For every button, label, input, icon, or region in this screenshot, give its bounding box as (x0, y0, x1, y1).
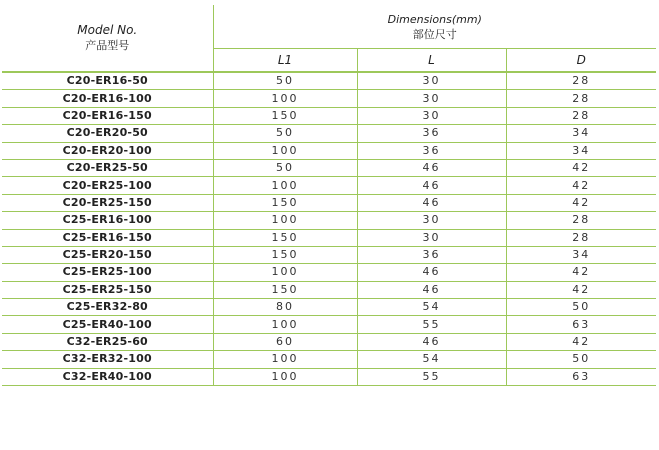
model-cell: C20-ER25-150 (2, 194, 213, 211)
l-cell: 54 (357, 351, 506, 368)
table-row (2, 264, 656, 281)
model-cell: C32-ER32-100 (2, 351, 213, 368)
table-row (2, 299, 656, 316)
l1-cell: 150 (213, 246, 357, 263)
table-row (2, 125, 656, 142)
model-cell: C25-ER16-100 (2, 212, 213, 229)
d-cell: 63 (506, 316, 656, 333)
l1-cell: 100 (213, 177, 357, 194)
table-row (2, 177, 656, 194)
header-row-top (2, 5, 656, 49)
dimensions-header-en: Dimensions(mm) (387, 12, 482, 26)
d-cell: 42 (506, 194, 656, 211)
dimensions-header-cn: 部位尺寸 (412, 27, 457, 41)
model-cell: C20-ER20-100 (2, 142, 213, 159)
l1-cell: 150 (213, 194, 357, 211)
l-cell: 46 (357, 281, 506, 298)
l-column-header: L (357, 49, 506, 73)
model-cell: C20-ER16-150 (2, 107, 213, 124)
table-row (2, 90, 656, 107)
l1-cell: 100 (213, 90, 357, 107)
l-cell: 46 (357, 177, 506, 194)
model-cell: C20-ER20-50 (2, 125, 213, 142)
d-cell: 50 (506, 299, 656, 316)
d-cell: 28 (506, 107, 656, 124)
table-body (2, 72, 656, 386)
table-row (2, 316, 656, 333)
model-cell: C20-ER25-50 (2, 159, 213, 176)
d-cell: 42 (506, 281, 656, 298)
d-cell: 28 (506, 90, 656, 107)
model-cell: C25-ER25-100 (2, 264, 213, 281)
l1-cell: 60 (213, 333, 357, 350)
l-cell: 30 (357, 72, 506, 90)
model-cell: C32-ER40-100 (2, 368, 213, 385)
l1-cell: 150 (213, 281, 357, 298)
l-cell: 46 (357, 333, 506, 350)
l1-cell: 50 (213, 159, 357, 176)
l1-cell: 100 (213, 142, 357, 159)
model-header-cn: 产品型号 (85, 39, 130, 52)
table-row (2, 72, 656, 90)
l1-cell: 150 (213, 229, 357, 246)
table-row (2, 229, 656, 246)
model-cell: C20-ER16-100 (2, 90, 213, 107)
l-cell: 30 (357, 229, 506, 246)
model-cell: C25-ER16-150 (2, 229, 213, 246)
d-cell: 28 (506, 212, 656, 229)
l-cell: 55 (357, 368, 506, 385)
d-cell: 63 (506, 368, 656, 385)
d-cell: 34 (506, 246, 656, 263)
l1-cell: 80 (213, 299, 357, 316)
table-header (2, 5, 656, 72)
table-row (2, 368, 656, 385)
l-cell: 36 (357, 246, 506, 263)
l1-column-header: L1 (213, 49, 357, 73)
dimensions-group-header (213, 5, 656, 49)
table-row (2, 194, 656, 211)
table-row (2, 159, 656, 176)
model-header-en: Model No. (77, 23, 138, 37)
l1-cell: 100 (213, 368, 357, 385)
table-row (2, 333, 656, 350)
l1-cell: 100 (213, 316, 357, 333)
l-cell: 30 (357, 212, 506, 229)
model-cell: C25-ER20-150 (2, 246, 213, 263)
l1-cell: 100 (213, 264, 357, 281)
d-cell: 28 (506, 72, 656, 90)
l-cell: 36 (357, 142, 506, 159)
l1-cell: 100 (213, 212, 357, 229)
table-row (2, 142, 656, 159)
l1-cell: 50 (213, 125, 357, 142)
model-cell: C25-ER32-80 (2, 299, 213, 316)
d-cell: 28 (506, 229, 656, 246)
l-cell: 54 (357, 299, 506, 316)
d-cell: 42 (506, 159, 656, 176)
l1-cell: 150 (213, 107, 357, 124)
l1-cell: 100 (213, 351, 357, 368)
table-row (2, 351, 656, 368)
l-cell: 46 (357, 194, 506, 211)
d-cell: 50 (506, 351, 656, 368)
table-row (2, 107, 656, 124)
l-cell: 30 (357, 107, 506, 124)
d-column-header: D (506, 49, 656, 73)
l-cell: 46 (357, 159, 506, 176)
model-column-header (2, 5, 213, 72)
table-row (2, 212, 656, 229)
model-cell: C20-ER16-50 (2, 72, 213, 90)
d-cell: 42 (506, 177, 656, 194)
table-row (2, 281, 656, 298)
l-cell: 55 (357, 316, 506, 333)
model-cell: C25-ER40-100 (2, 316, 213, 333)
model-cell: C20-ER25-100 (2, 177, 213, 194)
l-cell: 46 (357, 264, 506, 281)
l-cell: 36 (357, 125, 506, 142)
l1-cell: 50 (213, 72, 357, 90)
dimensions-table (2, 5, 656, 386)
table-row (2, 246, 656, 263)
d-cell: 42 (506, 264, 656, 281)
model-cell: C32-ER25-60 (2, 333, 213, 350)
l-cell: 30 (357, 90, 506, 107)
model-cell: C25-ER25-150 (2, 281, 213, 298)
d-cell: 42 (506, 333, 656, 350)
d-cell: 34 (506, 142, 656, 159)
d-cell: 34 (506, 125, 656, 142)
